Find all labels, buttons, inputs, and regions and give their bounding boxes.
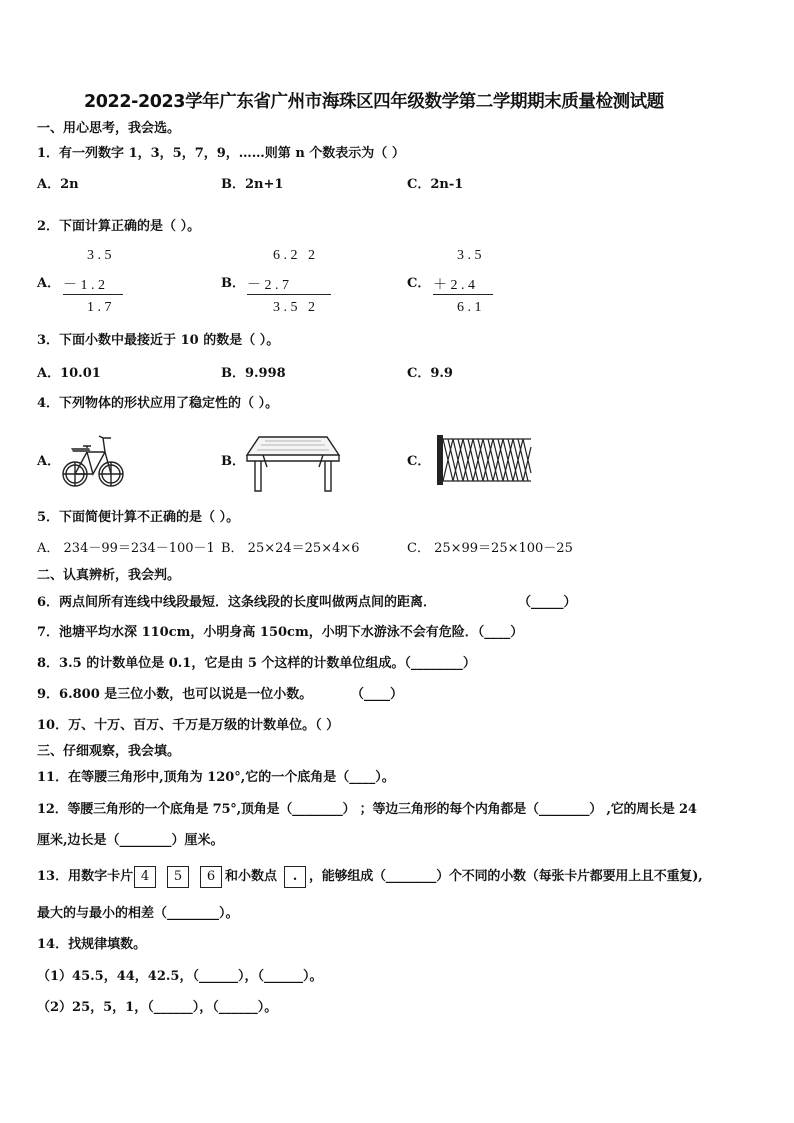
section-1-heading: 一、用心思考，我会选。: [37, 121, 181, 136]
q14-part-1[interactable]: （1）45.5，44，42.5，（______），（______）。: [37, 969, 323, 984]
q1-option-c[interactable]: C．2n-1: [407, 177, 464, 192]
q2-a-row2: － 1 . 2: [63, 278, 105, 293]
q1-option-a[interactable]: A．2n: [37, 177, 79, 192]
q13-suffix[interactable]: ，能够组成（________）个不同的小数（每张卡片都要用上且不重复),: [309, 869, 703, 884]
section-2-heading: 二、认真辨析，我会判。: [37, 568, 181, 583]
q2-c-label: C．: [407, 276, 431, 291]
table-icon: [245, 433, 341, 493]
question-3: 3．下面小数中最接近于 10 的数是（ ）。: [37, 333, 280, 348]
bicycle-icon: [61, 428, 125, 492]
digit-card-6: 6: [200, 866, 222, 888]
q2-option-c[interactable]: [407, 246, 527, 322]
q2-c-row3: 6 . 1: [457, 300, 482, 315]
question-2: 2．下面计算正确的是（ ）。: [37, 219, 201, 234]
q2-a-rule: [63, 294, 123, 295]
q3-option-c[interactable]: C．9.9: [407, 366, 453, 381]
q5-option-b[interactable]: B． 25×24＝25×4×6: [221, 541, 360, 556]
q4-option-c[interactable]: [407, 425, 537, 495]
q2-option-b[interactable]: [221, 246, 351, 322]
q13-mid: 和小数点: [225, 869, 278, 884]
question-12-line-2[interactable]: 厘米,边长是（________）厘米。: [37, 833, 224, 848]
q2-b-rule: [247, 294, 331, 295]
q4-c-label: C．: [407, 454, 431, 469]
q13-prefix: 13．用数字卡片: [37, 869, 134, 884]
decimal-point-card: .: [284, 866, 306, 888]
question-12-line-1[interactable]: 12．等腰三角形的一个底角是 75°,顶角是（________） ；等边三角形的每个内角都是（________） ,它的周长是 24: [37, 802, 697, 817]
question-9: 9．6.800 是三位小数，也可以说是一位小数。: [37, 687, 313, 702]
q14-part-2[interactable]: （2）25，5，1，（______），（______）。: [37, 1000, 278, 1015]
question-7[interactable]: 7．池塘平均水深 110cm，小明身高 150cm，小明下水游泳不会有危险．（____）: [37, 625, 524, 640]
q4-option-b[interactable]: [221, 425, 341, 495]
q4-option-a[interactable]: [37, 425, 137, 495]
digit-card-4: 4: [134, 866, 156, 888]
q2-b-row3: 3 . 5 2: [273, 300, 315, 315]
q9-answer-blank[interactable]: （____）: [351, 687, 404, 702]
question-1: 1．有一列数字 1，3，5，7，9，……则第 n 个数表示为（ ）: [37, 146, 405, 161]
q2-b-row2: － 2 . 7: [247, 278, 289, 293]
q3-option-b[interactable]: B．9.998: [221, 366, 286, 381]
q4-b-label: B．: [221, 454, 245, 469]
q1-option-b[interactable]: B．2n+1: [221, 177, 284, 192]
question-8[interactable]: 8．3.5 的计数单位是 0.1，它是由 5 个这样的计数单位组成。（________）: [37, 656, 476, 671]
section-3-heading: 三、仔细观察，我会填。: [37, 744, 181, 759]
question-4: 4．下列物体的形状应用了稳定性的（ ）。: [37, 396, 279, 411]
q2-option-a[interactable]: [37, 246, 157, 322]
q3-option-a[interactable]: A．10.01: [37, 366, 101, 381]
q5-option-c[interactable]: C． 25×99＝25×100－25: [407, 541, 573, 556]
question-6: 6．两点间所有连线中线段最短．这条线段的长度叫做两点间的距离．: [37, 595, 437, 610]
q6-answer-blank[interactable]: （_____）: [518, 595, 577, 610]
q2-c-row2: ＋ 2 . 4: [433, 278, 475, 293]
q2-b-row1: 6 . 2 2: [273, 248, 315, 263]
question-5: 5．下面简便计算不正确的是（ ）。: [37, 510, 240, 525]
q2-c-rule: [433, 294, 493, 295]
digit-card-5: 5: [167, 866, 189, 888]
question-10[interactable]: 10．万、十万、百万、千万是万级的计数单位。（ ）: [37, 718, 340, 733]
q4-a-label: A．: [37, 454, 61, 469]
q2-c-row1: 3 . 5: [457, 248, 482, 263]
question-11[interactable]: 11．在等腰三角形中,顶角为 120°,它的一个底角是（____）。: [37, 770, 395, 785]
folding-gate-icon: [435, 433, 535, 489]
q2-b-label: B．: [221, 276, 245, 291]
question-13: [37, 863, 767, 893]
page-title: 2022-2023学年广东省广州市海珠区四年级数学第二学期期末质量检测试题: [84, 92, 664, 112]
question-13-line-2[interactable]: 最大的与最小的相差（________）。: [37, 906, 239, 921]
q5-option-a[interactable]: A． 234－99＝234－100－1: [37, 541, 215, 556]
q2-a-label: A．: [37, 276, 61, 291]
q2-a-row1: 3 . 5: [87, 248, 112, 263]
question-14: 14．找规律填数。: [37, 937, 147, 952]
q2-a-row3: 1 . 7: [87, 300, 112, 315]
